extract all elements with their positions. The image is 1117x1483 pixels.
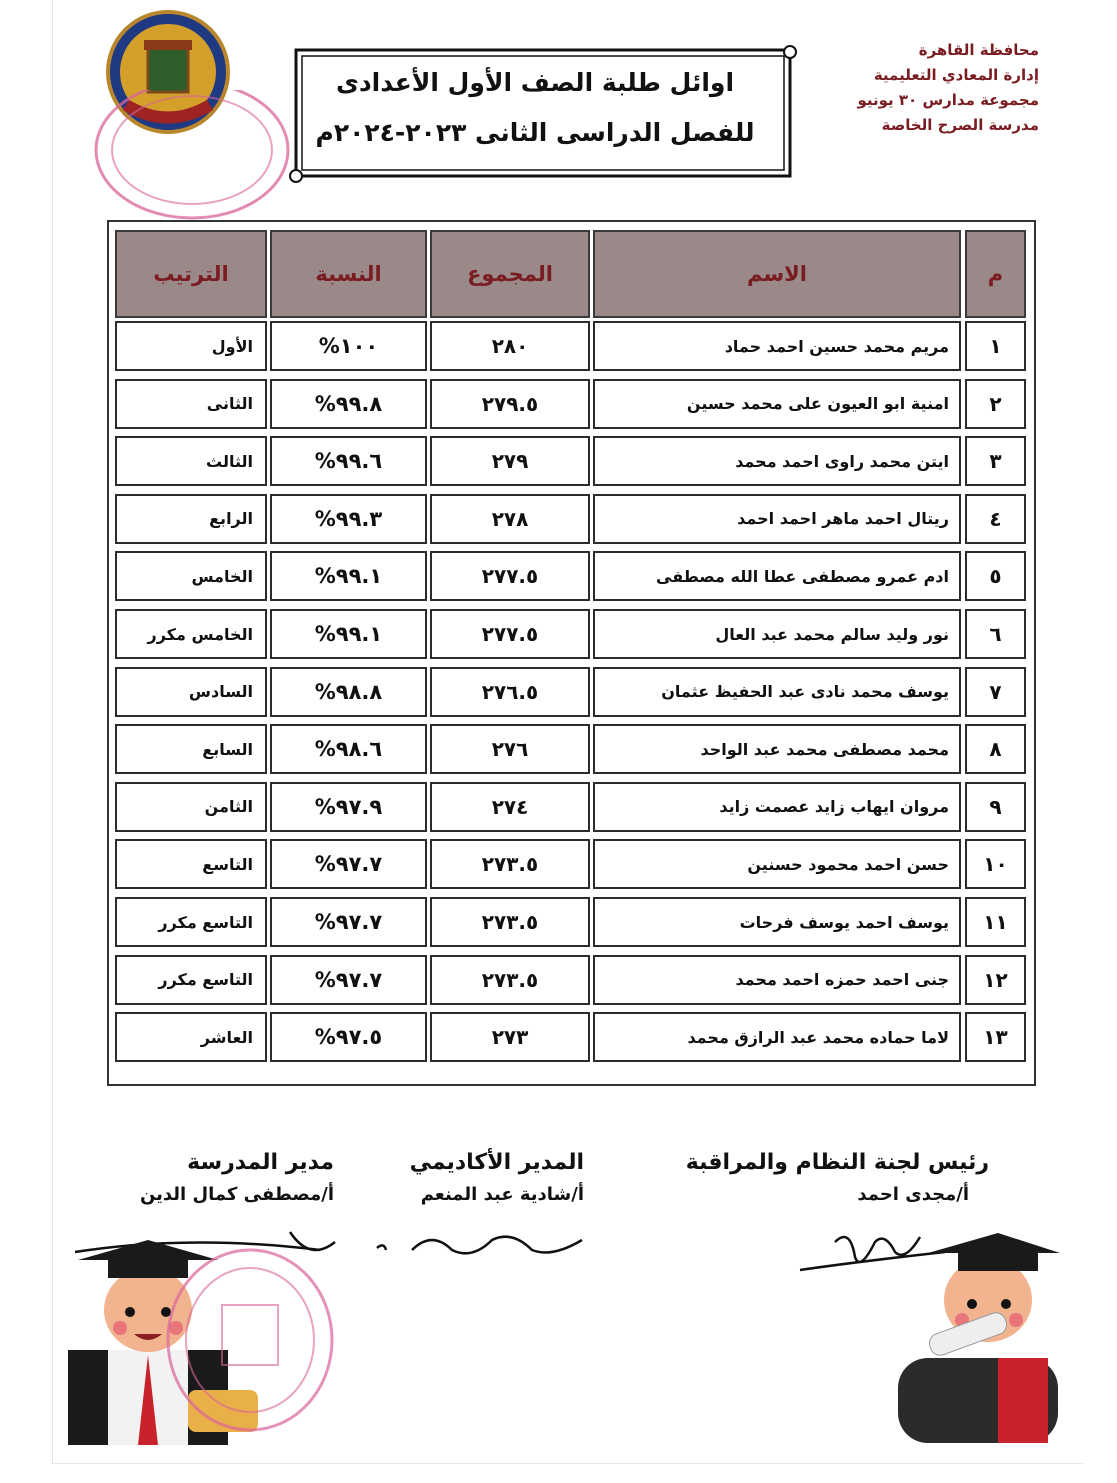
student-percentage: %٩٧.٧ bbox=[270, 839, 427, 889]
academic-name: أ/شادية عبد المنعم bbox=[420, 1184, 584, 1205]
header-name: الاسم bbox=[593, 230, 961, 318]
row-number: ٣ bbox=[965, 436, 1026, 486]
student-name: ايتن محمد راوى احمد محمد bbox=[593, 436, 961, 486]
committee-role: رئيس لجنة النظام والمراقبة bbox=[685, 1150, 989, 1175]
student-rank: الخامس bbox=[115, 551, 267, 601]
school-stamp-icon bbox=[82, 90, 302, 225]
student-total: ٢٧٩.٥ bbox=[430, 379, 590, 429]
title-line-1: اوائل طلبة الصف الأول الأعدادى bbox=[335, 68, 735, 97]
student-percentage: %٩٩.٦ bbox=[270, 436, 427, 486]
row-number: ١ bbox=[965, 321, 1026, 371]
student-total: ٢٧٨ bbox=[430, 494, 590, 544]
student-percentage: %٩٩.٣ bbox=[270, 494, 427, 544]
header-line-administration: إدارة المعادي التعليمية bbox=[873, 66, 1039, 84]
table-row bbox=[115, 782, 1026, 832]
header-line-governorate: محافظة القاهرة bbox=[918, 41, 1039, 59]
student-total: ٢٧٣.٥ bbox=[430, 955, 590, 1005]
table-header-row bbox=[115, 230, 1026, 318]
student-total: ٢٧٣.٥ bbox=[430, 897, 590, 947]
student-rank: الثالث bbox=[115, 436, 267, 486]
student-rank: الثانى bbox=[115, 379, 267, 429]
header-total: المجموع bbox=[430, 230, 590, 318]
student-name: نور وليد سالم محمد عبد العال bbox=[593, 609, 961, 659]
row-number: ٦ bbox=[965, 609, 1026, 659]
row-number: ١٣ bbox=[965, 1012, 1026, 1062]
academic-role: المدير الأكاديمي bbox=[409, 1150, 584, 1175]
row-number: ٤ bbox=[965, 494, 1026, 544]
student-name: امنية ابو العيون على محمد حسين bbox=[593, 379, 961, 429]
page-title bbox=[300, 58, 770, 158]
header-num: م bbox=[965, 230, 1026, 318]
student-percentage: %٩٧.٧ bbox=[270, 955, 427, 1005]
student-total: ٢٧٦.٥ bbox=[430, 667, 590, 717]
table-row bbox=[115, 667, 1026, 717]
student-name: مريم محمد حسين احمد حماد bbox=[593, 321, 961, 371]
student-name: ادم عمرو مصطفى عطا الله مصطفى bbox=[593, 551, 961, 601]
row-number: ٧ bbox=[965, 667, 1026, 717]
student-percentage: %٩٧.٩ bbox=[270, 782, 427, 832]
student-total: ٢٧٤ bbox=[430, 782, 590, 832]
school-stamp-icon bbox=[160, 1245, 340, 1435]
student-name: ريتال احمد ماهر احمد احمد bbox=[593, 494, 961, 544]
student-percentage: %٩٩.١ bbox=[270, 609, 427, 659]
principal-role: مدير المدرسة bbox=[187, 1150, 334, 1175]
table-row bbox=[115, 436, 1026, 486]
school-header bbox=[799, 38, 1039, 138]
table-row bbox=[115, 724, 1026, 774]
student-rank: السابع bbox=[115, 724, 267, 774]
student-rank: الأول bbox=[115, 321, 267, 371]
student-total: ٢٧٩ bbox=[430, 436, 590, 486]
student-name: يوسف احمد يوسف فرحات bbox=[593, 897, 961, 947]
student-name: يوسف محمد نادى عبد الحفيظ عثمان bbox=[593, 667, 961, 717]
student-rank: السادس bbox=[115, 667, 267, 717]
row-number: ٨ bbox=[965, 724, 1026, 774]
student-name: حسن احمد محمود حسنين bbox=[593, 839, 961, 889]
title-line-2: للفصل الدراسى الثانى ٢٠٢٣-٢٠٢٤م bbox=[315, 118, 755, 147]
header-line-school: مدرسة الصرح الخاصة bbox=[881, 116, 1039, 134]
signature-principal bbox=[140, 1146, 334, 1210]
student-percentage: %٩٧.٧ bbox=[270, 897, 427, 947]
student-rank: الخامس مكرر bbox=[115, 609, 267, 659]
student-total: ٢٧٧.٥ bbox=[430, 609, 590, 659]
graduate-girl-illustration-icon bbox=[898, 1228, 1060, 1443]
student-percentage: %٩٨.٨ bbox=[270, 667, 427, 717]
principal-name: أ/مصطفى كمال الدين bbox=[139, 1184, 334, 1205]
student-rank: الرابع bbox=[115, 494, 267, 544]
header-pct: النسبة bbox=[270, 230, 427, 318]
student-percentage: %٩٩.٨ bbox=[270, 379, 427, 429]
table-row bbox=[115, 839, 1026, 889]
student-name: جنى احمد حمزه احمد محمد bbox=[593, 955, 961, 1005]
student-total: ٢٨٠ bbox=[430, 321, 590, 371]
table-row bbox=[115, 551, 1026, 601]
table-row bbox=[115, 609, 1026, 659]
student-total: ٢٧٧.٥ bbox=[430, 551, 590, 601]
student-name: مروان ايهاب زايد عصمت زايد bbox=[593, 782, 961, 832]
student-rank: التاسع bbox=[115, 839, 267, 889]
table-row bbox=[115, 321, 1026, 371]
committee-name: أ/مجدى احمد bbox=[857, 1184, 969, 1205]
header-line-group: مجموعة مدارس ٣٠ يونيو bbox=[857, 91, 1039, 109]
signature-academic bbox=[410, 1146, 584, 1210]
student-percentage: %٩٩.١ bbox=[270, 551, 427, 601]
student-name: محمد مصطفى محمد عبد الواحد bbox=[593, 724, 961, 774]
table-row bbox=[115, 955, 1026, 1005]
signature-committee bbox=[686, 1146, 989, 1210]
student-percentage: %٩٨.٦ bbox=[270, 724, 427, 774]
signature-icon bbox=[372, 1220, 602, 1270]
row-number: ١٢ bbox=[965, 955, 1026, 1005]
table-row bbox=[115, 897, 1026, 947]
header-rank: الترتيب bbox=[115, 230, 267, 318]
student-name: لاما حماده محمد عبد الرازق محمد bbox=[593, 1012, 961, 1062]
honor-roll-table bbox=[107, 220, 1036, 1086]
student-total: ٢٧٣ bbox=[430, 1012, 590, 1062]
table-row bbox=[115, 379, 1026, 429]
student-percentage: %٩٧.٥ bbox=[270, 1012, 427, 1062]
student-percentage: %١٠٠ bbox=[270, 321, 427, 371]
student-rank: التاسع مكرر bbox=[115, 955, 267, 1005]
student-rank: التاسع مكرر bbox=[115, 897, 267, 947]
row-number: ١٠ bbox=[965, 839, 1026, 889]
student-total: ٢٧٦ bbox=[430, 724, 590, 774]
student-rank: الثامن bbox=[115, 782, 267, 832]
row-number: ٢ bbox=[965, 379, 1026, 429]
table-row bbox=[115, 494, 1026, 544]
student-total: ٢٧٣.٥ bbox=[430, 839, 590, 889]
row-number: ٩ bbox=[965, 782, 1026, 832]
student-rank: العاشر bbox=[115, 1012, 267, 1062]
table-row bbox=[115, 1012, 1026, 1062]
row-number: ٥ bbox=[965, 551, 1026, 601]
row-number: ١١ bbox=[965, 897, 1026, 947]
